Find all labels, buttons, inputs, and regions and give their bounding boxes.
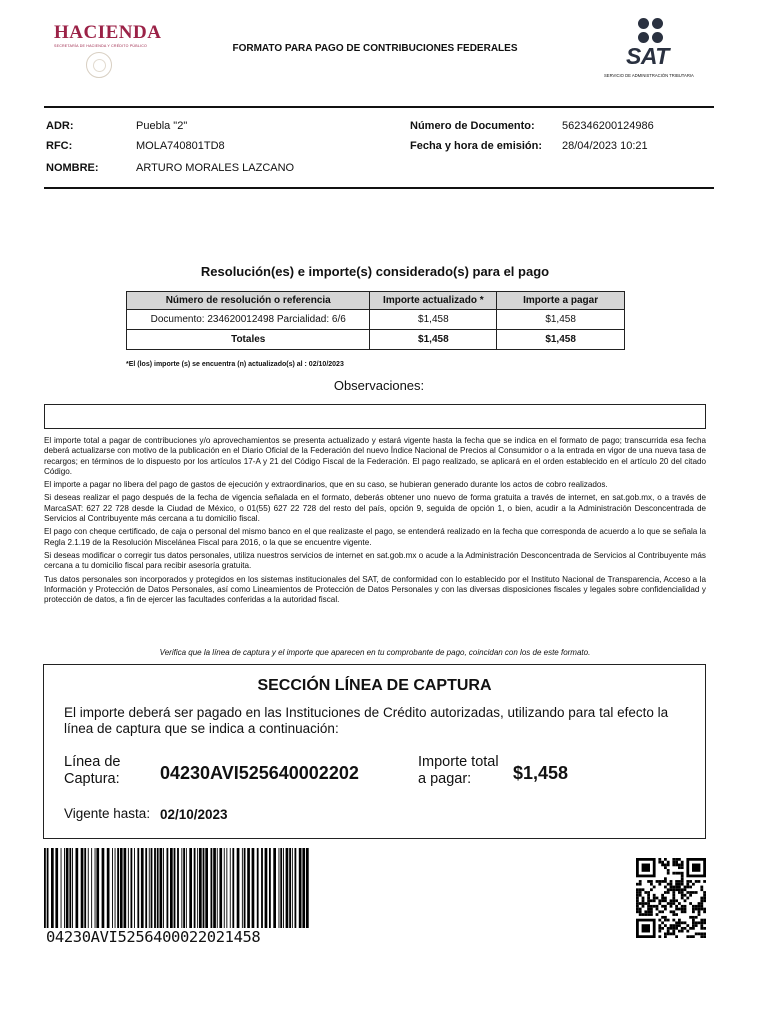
update-note: *El (los) importe (s) se encuentra (n) actualizado(s) al : 02/10/2023 bbox=[126, 361, 344, 368]
rfc-label: RFC: bbox=[46, 140, 73, 152]
resolutions-table bbox=[126, 291, 625, 350]
table-header: Número de resolución o referencia bbox=[127, 292, 370, 310]
document-number-value: 562346200124986 bbox=[562, 120, 654, 132]
capture-line-label-2: Captura: bbox=[64, 771, 120, 787]
hacienda-logo-text: HACIENDA bbox=[54, 22, 162, 43]
table-header: Importe actualizado * bbox=[370, 292, 497, 310]
rfc-value: MOLA740801TD8 bbox=[136, 140, 225, 152]
adr-value: Puebla "2" bbox=[136, 120, 188, 132]
legal-paragraph: El pago con cheque certificado, de caja o personal del mismo banco en el que realizaste el pago, se entenderá realizado en la fecha que corresponda de acuerdo a lo que se señala la Regla 2.1.19 de la Resolución Miscelánea Fiscal para 2016, o la que se encuentre vigente. bbox=[44, 527, 706, 547]
capture-line-label bbox=[64, 754, 120, 788]
total-amount-label-2: a pagar: bbox=[418, 771, 472, 787]
legal-notices bbox=[44, 436, 706, 608]
document-number-label: Número de Documento: bbox=[410, 120, 535, 132]
total-amount-value: $1,458 bbox=[513, 763, 569, 783]
national-seal-icon bbox=[86, 52, 112, 78]
legal-paragraph: El importe total a pagar de contribuciones y/o aprovechamientos se presenta actualizado y estará vigente hasta la fecha que se indica en el formato de pago; transcurrida esa fecha deberá actualizarse con motivo de la publicación en el Diario Oficial de la Federación del nuevo Índice Nacional de Precios al Consumidor o a la entrada en vigor de una nueva tasa de recargos; en términos de lo dispuesto por los artículos 17-A y 21 del Código Fiscal de la Federación. El pago realizado, se aplicará en el orden establecido en el artículo 20 del citado Código. bbox=[44, 436, 706, 476]
legal-paragraph: El importe a pagar no libera del pago de gastos de ejecución y extraordinarios, que en su caso, se hubieran generado durante los actos de cobro realizados. bbox=[44, 480, 608, 490]
capture-instructions: El importe deberá ser pagado en las Instituciones de Crédito autorizadas, utilizando para tal efecto la línea de captura que se indica a continuación: bbox=[64, 705, 669, 736]
verify-note: Verifica que la línea de captura y el importe que aparecen en tu comprobante de pago, coincidan con los de este formato. bbox=[159, 648, 591, 657]
totals-label: Totales bbox=[127, 330, 370, 350]
total-amount-label-1: Importe total bbox=[418, 754, 499, 770]
valid-until-label: Vigente hasta: bbox=[64, 806, 151, 821]
totals-payable-amount: $1,458 bbox=[497, 330, 625, 350]
table-cell: $1,458 bbox=[497, 310, 625, 330]
capture-line-value: 04230AVI525640002202 bbox=[160, 763, 359, 783]
capture-line-label-1: Línea de bbox=[64, 754, 121, 770]
observations-title: Observaciones: bbox=[333, 378, 425, 393]
observations-box bbox=[44, 404, 706, 429]
table-row bbox=[127, 310, 625, 330]
legal-paragraph: Si deseas modificar o corregir tus datos personales, utiliza nuestros servicios de internet en sat.gob.mx o acude a la Administración Desconcentrada de Servicios al Contribuyente más cercana a tu domicilio fiscal para recibir asesoría gratuita. bbox=[44, 550, 706, 571]
sat-logo bbox=[600, 18, 704, 82]
total-amount-label bbox=[418, 754, 499, 788]
adr-label: ADR: bbox=[46, 120, 74, 132]
sat-logo-text: SAT bbox=[626, 43, 669, 69]
totals-updated-amount: $1,458 bbox=[370, 330, 497, 350]
table-header-row bbox=[127, 292, 625, 310]
sat-logo-subtext: SERVICIO DE ADMINISTRACIÓN TRIBUTARIA bbox=[604, 73, 694, 78]
legal-paragraph: Si deseas realizar el pago después de la fecha de vigencia señalada en el formato, deberás obtener uno nuevo de forma gratuita a través de internet, en sat.gob.mx, o a través de MarcaSAT: 627 22 728 desde la Ciudad de México, o 01(55) 627 22 728 del resto del país, opción 9, seguida de opción 1, o bien, acudir a la Administración Desconcentrada de Servicios al Contribuyente más cercana a tu domicilio fiscal. bbox=[44, 493, 706, 524]
barcode-image bbox=[44, 848, 312, 928]
legal-paragraph: Tus datos personales son incorporados y protegidos en los sistemas institucionales del SAT, de conformidad con lo establecido por el Instituto Nacional de Transparencia, Acceso a la Información y Protección de Datos Personales, así como Lineamientos de Protección de Datos Personales y con las diversas disposiciones fiscales y legales sobre confidencialidad y protección de datos, a fin de ejercer las facultades conferidas a la autoridad fiscal. bbox=[44, 574, 706, 605]
totals-row bbox=[127, 330, 625, 350]
resolutions-title: Resolución(es) e importe(s) considerado(s) para el pago bbox=[200, 264, 550, 279]
form-title: FORMATO PARA PAGO DE CONTRIBUCIONES FEDERALES bbox=[232, 43, 518, 54]
table-header: Importe a pagar bbox=[497, 292, 625, 310]
issue-date-value: 28/04/2023 10:21 bbox=[562, 140, 648, 152]
header-divider bbox=[44, 106, 714, 108]
valid-until-value: 02/10/2023 bbox=[160, 807, 228, 822]
hacienda-logo bbox=[46, 18, 162, 82]
info-divider bbox=[44, 187, 714, 189]
sat-dots-icon bbox=[638, 18, 664, 44]
capture-section-title: SECCIÓN LÍNEA DE CAPTURA bbox=[257, 677, 492, 694]
barcode-text: 04230AVI5256400022021458 bbox=[46, 928, 261, 946]
qr-code-image bbox=[636, 858, 706, 938]
table-cell: Documento: 234620012498 Parcialidad: 6/6 bbox=[127, 310, 370, 330]
nombre-label: NOMBRE: bbox=[46, 162, 99, 174]
issue-date-label: Fecha y hora de emisión: bbox=[410, 140, 543, 152]
nombre-value: ARTURO MORALES LAZCANO bbox=[136, 162, 295, 174]
table-cell: $1,458 bbox=[370, 310, 497, 330]
hacienda-logo-subtext: SECRETARÍA DE HACIENDA Y CRÉDITO PÚBLICO bbox=[54, 44, 148, 48]
